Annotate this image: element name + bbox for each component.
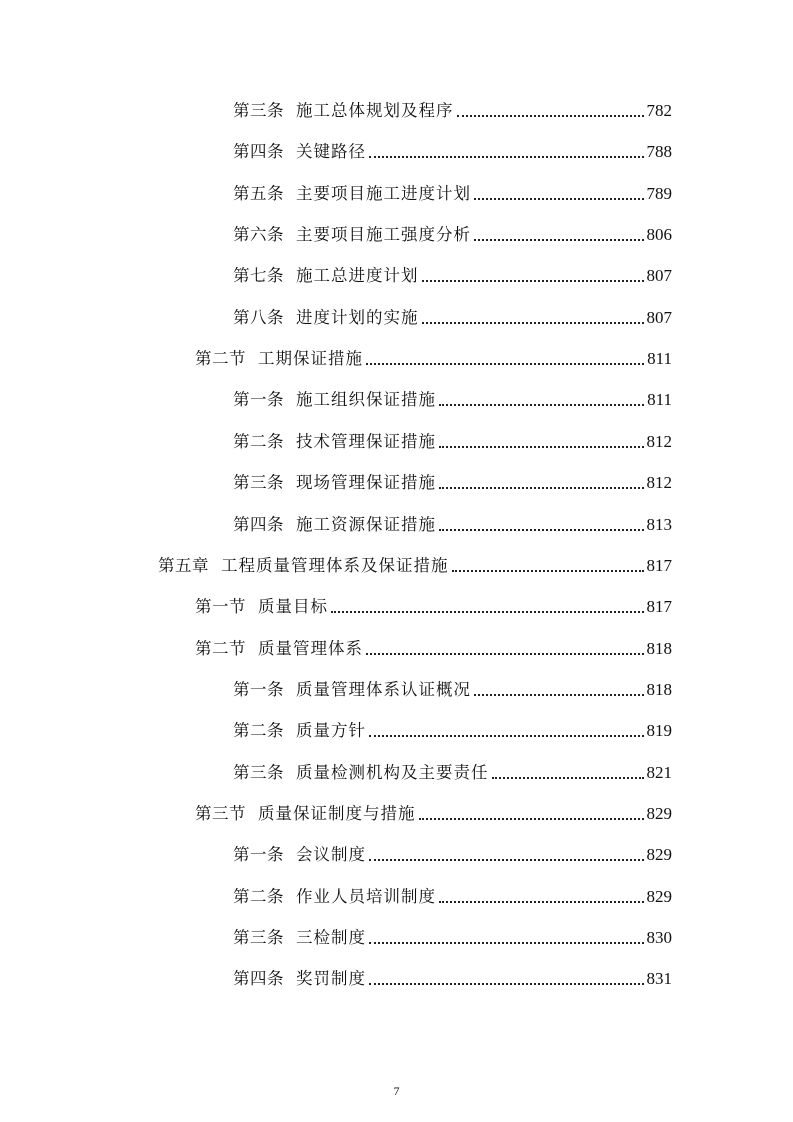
toc-dot-leader xyxy=(439,404,644,406)
toc-entry[interactable] xyxy=(233,964,672,990)
toc-entry-page: 817 xyxy=(646,597,672,617)
toc-entry-number: 第四条 xyxy=(233,142,284,162)
toc-entry-title: 关键路径 xyxy=(296,142,366,162)
toc-entry-number: 第一节 xyxy=(195,597,246,617)
toc-dot-leader xyxy=(369,942,644,944)
toc-entry[interactable] xyxy=(233,468,672,494)
toc-dot-leader xyxy=(474,239,644,241)
toc-entry-number: 第一条 xyxy=(233,845,284,865)
toc-entry-number: 第四条 xyxy=(233,514,284,534)
toc-dot-leader xyxy=(369,983,644,985)
toc-dot-leader xyxy=(439,901,644,903)
toc-entry-page: 817 xyxy=(646,555,672,575)
toc-entry-title: 工期保证措施 xyxy=(258,349,363,369)
toc-entry-page: 782 xyxy=(646,101,672,120)
toc-entry-number: 第七条 xyxy=(233,266,284,286)
toc-entry-title: 质量管理体系认证概况 xyxy=(296,679,471,699)
toc-entry-number: 第六条 xyxy=(233,225,284,245)
page-number: 7 xyxy=(393,1084,400,1098)
toc-entry-page: 811 xyxy=(647,349,672,369)
toc-entry-number: 第三条 xyxy=(233,928,284,947)
toc-dot-leader xyxy=(369,156,644,158)
toc-entry[interactable] xyxy=(233,179,672,205)
toc-entry-title: 会议制度 xyxy=(296,845,366,865)
toc-entry-number: 第三条 xyxy=(233,101,284,120)
toc-entry-title: 技术管理保证措施 xyxy=(296,431,436,451)
toc-entry-page: 829 xyxy=(646,886,672,906)
toc-entry[interactable] xyxy=(195,799,672,825)
toc-dot-leader xyxy=(439,529,644,531)
toc-entry-title: 质量目标 xyxy=(258,597,328,617)
toc-dot-leader xyxy=(419,818,644,820)
toc-dot-leader xyxy=(492,777,644,779)
toc-entry-number: 第五章 xyxy=(158,555,209,575)
toc-entry-page: 813 xyxy=(646,514,672,534)
toc-entry[interactable] xyxy=(233,840,672,866)
toc-dot-leader xyxy=(439,487,644,489)
toc-entry[interactable] xyxy=(233,716,672,742)
toc-entry[interactable] xyxy=(233,510,672,536)
toc-entry-page: 818 xyxy=(646,679,672,699)
toc-entry-number: 第三条 xyxy=(233,473,284,493)
toc-entry-page: 829 xyxy=(646,845,672,865)
toc-dot-leader xyxy=(422,322,644,324)
toc-entry-page: 812 xyxy=(646,431,672,451)
toc-entry-title: 现场管理保证措施 xyxy=(296,473,436,493)
toc-dot-leader xyxy=(474,694,644,696)
toc-entry-page: 789 xyxy=(646,183,672,203)
toc-entry[interactable] xyxy=(195,592,672,618)
toc-entry[interactable] xyxy=(233,220,672,246)
toc-entry-title: 主要项目施工进度计划 xyxy=(296,183,471,203)
toc-dot-leader xyxy=(457,115,644,117)
toc-entry-page: 821 xyxy=(646,762,672,782)
toc-entry-page: 807 xyxy=(646,266,672,286)
toc-dot-leader xyxy=(369,735,644,737)
toc-entry-number: 第八条 xyxy=(233,307,284,327)
toc-entry[interactable] xyxy=(233,96,672,122)
toc-entry-title: 作业人员培训制度 xyxy=(296,886,436,906)
toc-dot-leader xyxy=(331,611,644,613)
toc-entry-page: 807 xyxy=(646,307,672,327)
toc-entry-title: 质量保证制度与措施 xyxy=(258,803,416,823)
toc-entry-title: 主要项目施工强度分析 xyxy=(296,225,471,245)
toc-entry[interactable] xyxy=(195,344,672,370)
toc-entry-number: 第三条 xyxy=(233,762,284,782)
toc-dot-leader xyxy=(452,570,644,572)
toc-entry-number: 第三节 xyxy=(195,803,246,823)
toc-entry[interactable] xyxy=(233,427,672,453)
toc-entry[interactable] xyxy=(233,758,672,784)
toc-entry[interactable] xyxy=(233,137,672,163)
toc-entry-number: 第一条 xyxy=(233,390,284,410)
toc-entry-title: 施工组织保证措施 xyxy=(296,390,436,410)
toc-entry[interactable] xyxy=(233,261,672,287)
toc-entry[interactable] xyxy=(233,882,672,908)
toc-entry[interactable] xyxy=(233,923,672,949)
toc-entry-number: 第一条 xyxy=(233,679,284,699)
toc-entry-page: 806 xyxy=(646,225,672,245)
toc-entry-title: 奖罚制度 xyxy=(296,969,366,989)
toc-entry-page: 829 xyxy=(646,803,672,823)
toc-entry-title: 施工资源保证措施 xyxy=(296,514,436,534)
toc-entry-number: 第五条 xyxy=(233,183,284,203)
toc-entry[interactable] xyxy=(233,303,672,329)
toc-entry-page: 812 xyxy=(646,473,672,493)
toc-entry[interactable] xyxy=(233,675,672,701)
toc-entry-title: 三检制度 xyxy=(296,928,366,947)
toc-entry-page: 788 xyxy=(646,142,672,162)
toc-entry-page: 818 xyxy=(646,638,672,658)
toc-entry-title: 施工总进度计划 xyxy=(296,266,419,286)
toc-dot-leader xyxy=(369,859,644,861)
toc-entry-number: 第二条 xyxy=(233,431,284,451)
toc-entry-number: 第二节 xyxy=(195,349,246,369)
toc-dot-leader xyxy=(366,363,644,365)
toc-entry-title: 质量方针 xyxy=(296,721,366,741)
toc-dot-leader xyxy=(366,653,644,655)
toc-entry-page: 830 xyxy=(646,928,672,947)
toc-dot-leader xyxy=(422,280,644,282)
toc-entry-title: 施工总体规划及程序 xyxy=(296,101,454,120)
toc-entry-number: 第二条 xyxy=(233,721,284,741)
toc-entry-number: 第二节 xyxy=(195,638,246,658)
toc-entry-page: 819 xyxy=(646,721,672,741)
toc-entry-title: 质量管理体系 xyxy=(258,638,363,658)
toc-dot-leader xyxy=(474,198,644,200)
toc-entry[interactable] xyxy=(158,551,672,577)
toc-entry[interactable] xyxy=(233,385,672,411)
toc-dot-leader xyxy=(439,446,644,448)
toc-entry-title: 进度计划的实施 xyxy=(296,307,419,327)
toc-entry[interactable] xyxy=(195,634,672,660)
toc-entry-page: 811 xyxy=(647,390,672,410)
toc-entry-title: 工程质量管理体系及保证措施 xyxy=(221,555,449,575)
toc-entry-number: 第四条 xyxy=(233,969,284,989)
toc-entry-number: 第二条 xyxy=(233,886,284,906)
toc-entry-title: 质量检测机构及主要责任 xyxy=(296,762,489,782)
toc-entry-page: 831 xyxy=(646,969,672,989)
